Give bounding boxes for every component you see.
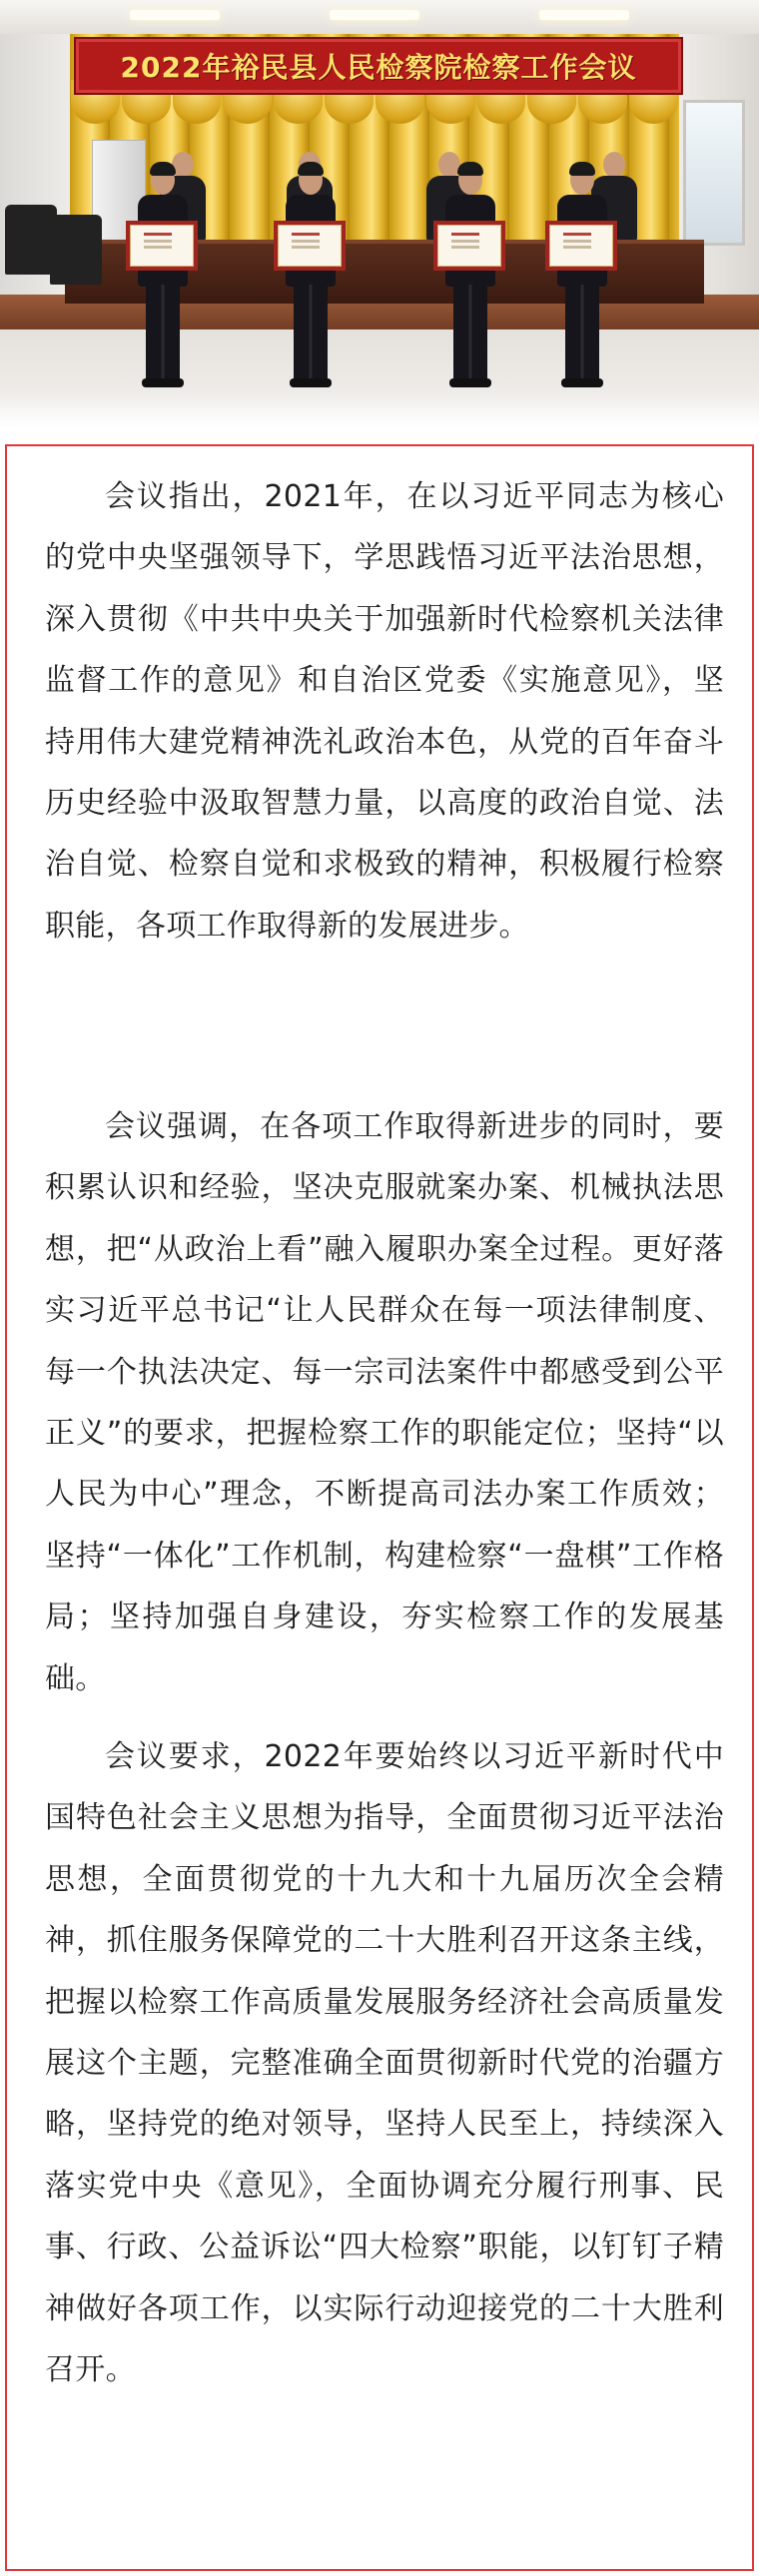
certificate	[433, 221, 505, 271]
chair	[50, 215, 102, 285]
left-wall	[0, 34, 72, 333]
ceiling-light	[130, 10, 220, 20]
awardee	[439, 165, 501, 394]
certificate	[545, 221, 617, 271]
ceiling-light	[330, 10, 419, 20]
window	[683, 100, 745, 246]
awardee	[280, 165, 342, 394]
certificate	[126, 221, 198, 271]
awardee	[132, 165, 194, 394]
award-ceremony-photo	[0, 0, 759, 427]
article-paragraph-1: 会议指出，2021年，在以习近平同志为核心的党中央坚强领导下，学思践悟习近平法治思想，深入贯彻《中共中央关于加强新时代检察机关法律监督工作的意见》和自治区党委《实施意见》，坚持用伟大建党精神洗礼政治本色，从党的百年奋斗历史经验中汲取智慧力量，以高度的政治自觉、法治自觉、检察自觉和求极致的精神，积极履行检察职能，各项工作取得新的发展进步。	[45, 479, 724, 944]
banner-title: 2022年裕民县人民检察院检察工作会议	[120, 51, 637, 84]
certificate	[274, 221, 346, 271]
article-frame	[5, 444, 754, 2571]
ceiling-light	[539, 10, 629, 20]
photo-bottom-fade	[0, 394, 759, 427]
article-paragraph-3: 会议要求，2022年要始终以习近平新时代中国特色社会主义思想为指导，全面贯彻习近平法治思想，全面贯彻党的十九大和十九届历次全会精神，抓住服务保障党的二十大胜利召开这条主线，把握以检察工作高质量发展服务经济社会高质量发展这个主题，完整准确全面贯彻新时代党的治疆方略，坚持党的绝对领导，坚持人民至上，持续深入落实党中央《意见》，全面协调充分履行刑事、民事、行政、公益诉讼“四大检察”职能，以钉钉子精神做好各项工作，以实际行动迎接党的二十大胜利召开。	[45, 1739, 724, 2388]
ceiling	[0, 0, 759, 34]
awardee	[551, 165, 613, 394]
meeting-banner	[74, 37, 683, 95]
article-paragraph-2: 会议强调，在各项工作取得新进步的同时，要积累认识和经验，坚决克服就案办案、机械执法思想，把“从政治上看”融入履职办案全过程。更好落实习近平总书记“让人民群众在每一项法律制度、每一个执法决定、每一宗司法案件中都感受到公平正义”的要求，把握检察工作的职能定位；坚持“以人民为中心”理念，不断提高司法办案工作质效；坚持“一体化”工作机制，构建检察“一盘棋”工作格局；坚持加强自身建设，夯实检察工作的发展基础。	[45, 1109, 724, 1696]
